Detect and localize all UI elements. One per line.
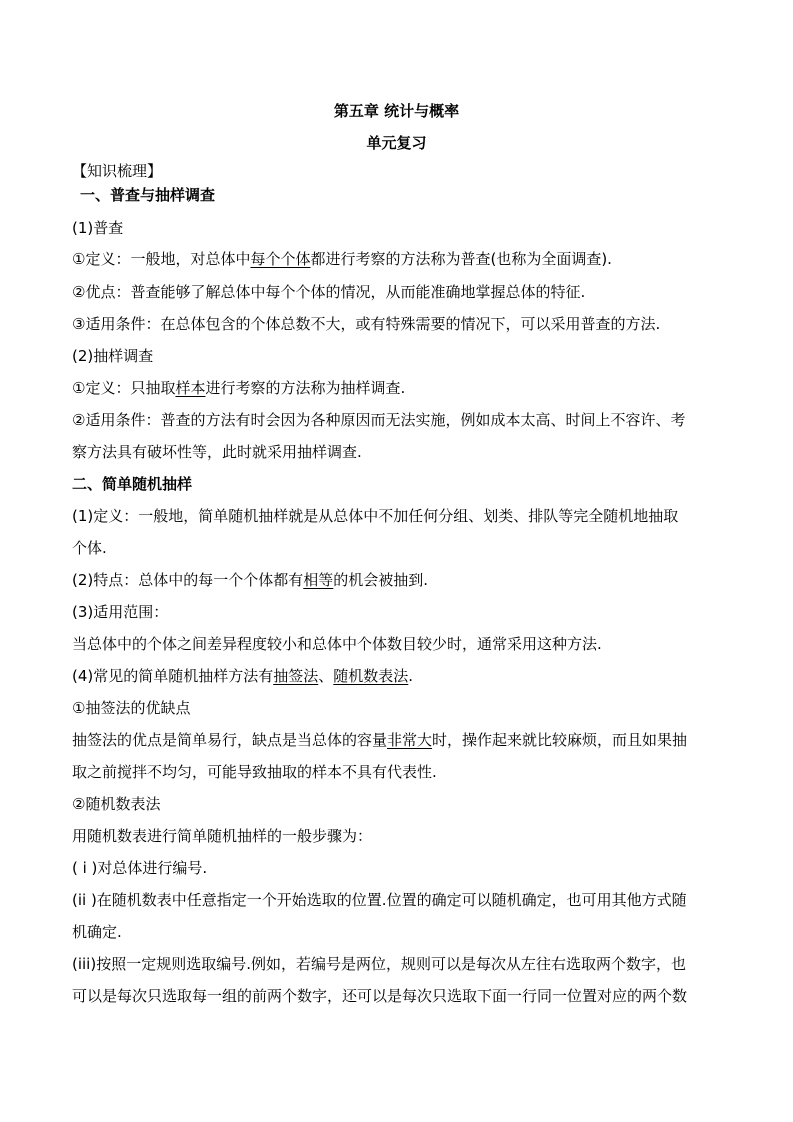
underlined-term: 样本 xyxy=(175,379,206,397)
text-segment: 时，操作起来就比较麻烦，而且如果抽 xyxy=(432,731,688,749)
text-segment: ①定义：只抽取 xyxy=(72,379,176,397)
text-line xyxy=(72,665,732,687)
text-line: ( i )对总体进行编号. xyxy=(72,859,208,877)
section-subtitle: 单元复习 xyxy=(366,134,427,152)
section-heading-random-sampling: 二、简单随机抽样 xyxy=(72,475,193,493)
underlined-term: 随机数表法 xyxy=(333,667,409,685)
underlined-term: 非常大 xyxy=(387,731,433,749)
text-line: (3)适用范围： xyxy=(72,603,169,621)
knowledge-heading: 【知识梳理】 xyxy=(72,162,163,180)
text-line: 察方法具有破坏性等，此时就采用抽样调查. xyxy=(72,443,362,461)
underlined-term: 相等 xyxy=(303,571,334,589)
text-line xyxy=(72,569,732,591)
text-segment: 抽签法的优点是简单易行，缺点是当总体的容量 xyxy=(72,731,388,749)
text-line: (2)抽样调查 xyxy=(72,347,154,365)
text-segment: (4)常见的简单随机抽样方法有 xyxy=(72,667,274,685)
text-segment: . xyxy=(408,667,414,685)
text-line: (1)定义：一般地，简单随机抽样就是从总体中不加任何分组、划类、排队等完全随机地抽取 xyxy=(72,507,679,525)
text-line: 取之前搅拌不均匀，可能导致抽取的样本不具有代表性. xyxy=(72,763,437,781)
chapter-title: 第五章 统计与概率 xyxy=(333,102,460,120)
text-line xyxy=(72,377,732,399)
section-heading-census: 一、普查与抽样调查 xyxy=(80,186,216,204)
underlined-term: 抽签法 xyxy=(273,667,319,685)
text-segment: 的机会被抽到. xyxy=(333,571,429,589)
text-line: 个体. xyxy=(72,539,107,557)
text-segment: 进行考察的方法称为抽样调查. xyxy=(205,379,406,397)
text-line: ②随机数表法 xyxy=(72,795,161,813)
text-segment: 都进行考察的方法称为普查(也称为全面调查). xyxy=(310,250,612,268)
text-line: (1)普查 xyxy=(72,219,124,237)
text-line: ①抽签法的优缺点 xyxy=(72,699,191,717)
text-line: 用随机数表进行简单随机抽样的一般步骤为： xyxy=(72,827,373,845)
text-line: ③适用条件：在总体包含的个体总数不大，或有特殊需要的情况下，可以采用普查的方法. xyxy=(72,315,661,333)
text-line: 机确定. xyxy=(72,923,122,941)
text-segment: ①定义：一般地，对总体中 xyxy=(72,250,251,268)
text-segment: 、 xyxy=(318,667,334,685)
text-line: 可以是每次只选取每一组的前两个数字，还可以是每次只选取下面一行同一位置对应的两个数 xyxy=(72,987,688,1005)
underlined-term: 每个个体 xyxy=(250,250,311,268)
text-line: (iii)按照一定规则选取编号.例如，若编号是两位，规则可以是每次从左往右选取两个数字，也 xyxy=(72,955,686,973)
text-line: 当总体中的个体之间差异程度较小和总体中个体数目较少时，通常采用这种方法. xyxy=(72,635,602,653)
text-line: ②优点：普查能够了解总体中每个个体的情况，从而能准确地掌握总体的特征. xyxy=(72,283,586,301)
text-line: (ii )在随机数表中任意指定一个开始选取的位置.位置的确定可以随机确定，也可用其他方式随 xyxy=(72,891,687,909)
text-line xyxy=(72,729,732,751)
text-segment: (2)特点：总体中的每一个个体都有 xyxy=(72,571,304,589)
text-line: ②适用条件：普查的方法有时会因为各种原因而无法实施，例如成本太高、时间上不容许、考 xyxy=(72,411,686,429)
text-line xyxy=(72,248,732,270)
